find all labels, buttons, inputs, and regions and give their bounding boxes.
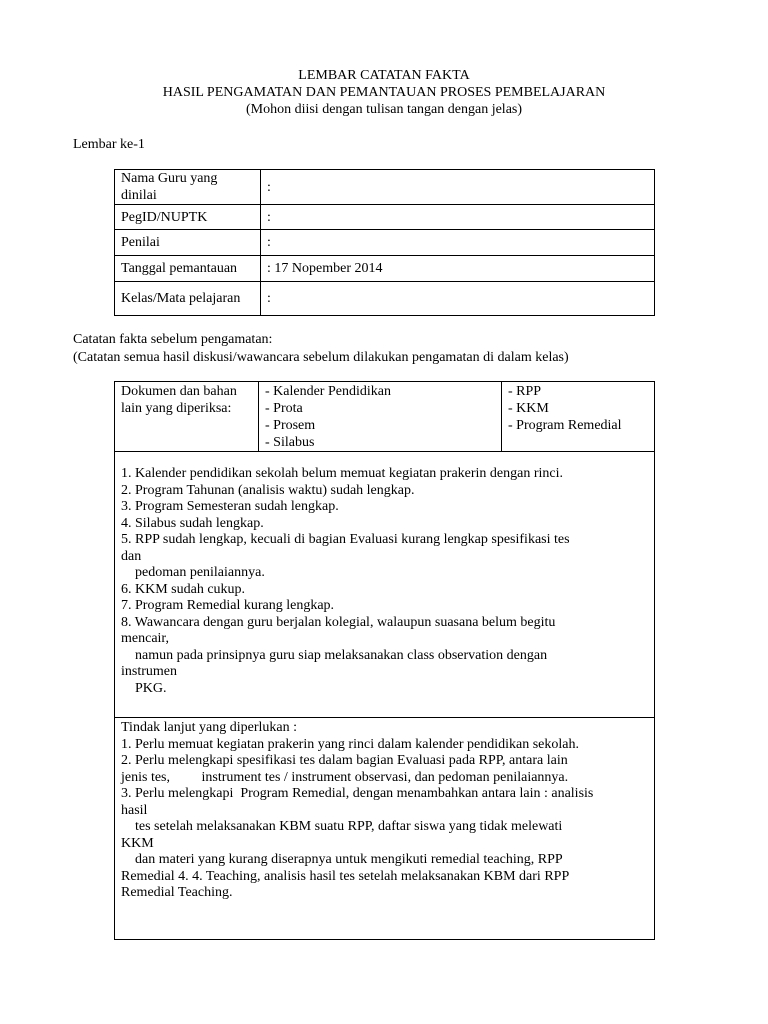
document-header [0, 67, 768, 118]
table-row [115, 205, 655, 230]
pre-observation-heading: Catatan fakta sebelum pengamatan: [73, 332, 273, 347]
table-row [115, 282, 655, 316]
finding-line: instrumen [121, 664, 177, 679]
finding-line: pedoman penilaiannya. [121, 565, 265, 580]
document-subtitle: HASIL PENGAMATAN DAN PEMANTAUAN PROSES PEMBELAJARAN [162, 85, 606, 100]
follow-up-line: tes setelah melaksanakan KBM suatu RPP, daftar siswa yang tidak melewati [121, 819, 563, 834]
field-label: Tanggal pemantauan [115, 256, 261, 282]
finding-line: 8. Wawancara dengan guru berjalan kolegial, walaupun suasana belum begitu [121, 614, 556, 630]
pre-observation-section [73, 331, 569, 366]
field-label: Kelas/Mata pelajaran [115, 282, 261, 316]
follow-up-line: 1. Perlu memuat kegiatan prakerin yang rinci dalam kalender pendidikan sekolah. [121, 736, 579, 752]
sheet-label: Lembar ke-1 [73, 137, 145, 152]
list-item: - Prosem [265, 418, 316, 433]
documents-row [115, 382, 655, 452]
finding-line: namun pada prinsipnya guru siap melaksanakan class observation dengan [121, 647, 548, 663]
follow-up-box [115, 718, 655, 940]
follow-up-line: 3. Perlu melengkapi Program Remedial, dengan menambahkan antara lain : analisis [121, 786, 594, 801]
field-value[interactable]: : [261, 205, 655, 230]
finding-line: 6. KKM sudah cukup. [121, 581, 246, 597]
finding-line: PKG. [121, 680, 167, 696]
finding-line: 1. Kalender pendidikan sekolah belum memuat kegiatan prakerin dengan rinci. [121, 466, 564, 481]
field-label: Penilai [115, 230, 261, 256]
documents-list-b [502, 382, 655, 452]
field-value[interactable]: : [261, 170, 655, 205]
table-row [115, 230, 655, 256]
list-item: - Prota [265, 401, 303, 416]
list-item: - Silabus [265, 435, 315, 450]
follow-up-line: 2. Perlu melengkapi spesifikasi tes dalam bagian Evaluasi pada RPP, antara lain [121, 753, 568, 768]
table-row [115, 170, 655, 205]
finding-line: mencair, [121, 631, 170, 646]
follow-up-line: Remedial Teaching. [121, 885, 233, 900]
finding-line: 2. Program Tahunan (analisis waktu) sudah lengkap. [121, 482, 415, 498]
list-item: - Kalender Pendidikan [265, 384, 391, 399]
document-title: LEMBAR CATATAN FAKTA [298, 68, 470, 83]
findings-row [115, 452, 655, 718]
follow-up-line: hasil [121, 802, 148, 818]
pre-observation-note: (Catatan semua hasil diskusi/wawancara sebelum dilakukan pengamatan di dalam kelas) [73, 349, 569, 365]
follow-up-line: Remedial 4. 4. Teaching, analisis hasil tes setelah melaksanakan KBM dari RPP [121, 868, 570, 884]
follow-up-line: jenis tes, instrument tes / instrument observasi, dan pedoman penilaiannya. [121, 769, 569, 785]
documents-label: Dokumen dan bahan lain yang diperiksa: [115, 382, 259, 452]
finding-line: 4. Silabus sudah lengkap. [121, 515, 264, 531]
finding-line: 7. Program Remedial kurang lengkap. [121, 598, 335, 613]
follow-up-heading: Tindak lanjut yang diperlukan : [121, 720, 298, 735]
finding-line: 3. Program Semesteran sudah lengkap. [121, 499, 339, 514]
list-item: - KKM [508, 401, 549, 416]
finding-line: 5. RPP sudah lengkap, kecuali di bagian Evaluasi kurang lengkap spesifikasi tes [121, 532, 570, 547]
follow-up-line: KKM [121, 835, 154, 851]
identity-table [114, 169, 655, 316]
list-item: - RPP [508, 384, 542, 399]
document-instruction: (Mohon diisi dengan tulisan tangan dengan jelas) [245, 102, 523, 117]
finding-line: dan [121, 548, 142, 564]
observation-table [114, 381, 655, 940]
follow-up-row [115, 718, 655, 940]
field-label: Nama Guru yang dinilai [115, 170, 261, 205]
table-row [115, 256, 655, 282]
documents-list-a [259, 382, 502, 452]
list-item: - Program Remedial [508, 418, 622, 433]
follow-up-line: dan materi yang kurang diserapnya untuk mengikuti remedial teaching, RPP [121, 852, 563, 867]
field-value[interactable]: : [261, 282, 655, 316]
findings-box [115, 452, 655, 718]
field-label: PegID/NUPTK [115, 205, 261, 230]
field-value[interactable]: : 17 Nopember 2014 [261, 256, 655, 282]
field-value[interactable]: : [261, 230, 655, 256]
